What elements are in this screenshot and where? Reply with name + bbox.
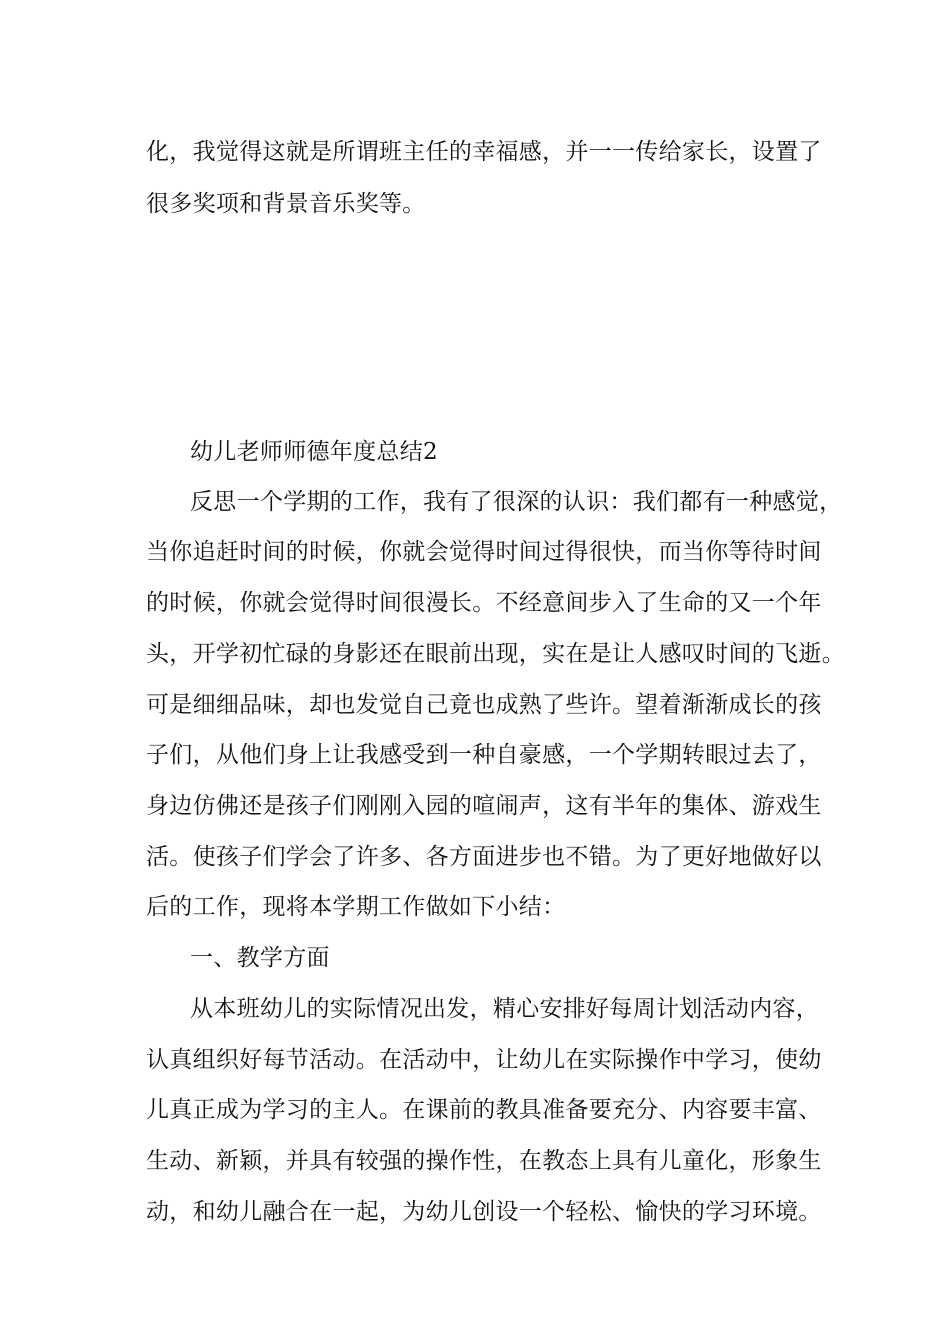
- paragraph-line: 头，开学初忙碌的身影还在眼前出现，实在是让人感叹时间的飞逝。: [146, 641, 845, 667]
- paragraph-line: 动，和幼儿融合在一起，为幼儿创设一个轻松、愉快的学习环境。: [146, 1199, 822, 1225]
- paragraph-line: 儿真正成为学习的主人。在课前的教具准备要充分、内容要丰富、: [146, 1097, 822, 1123]
- paragraph-line: 子们，从他们身上让我感受到一种自豪感，一个学期转眼过去了，: [146, 742, 822, 768]
- paragraph-line: 身边仿佛还是孩子们刚刚入园的喧闹声，这有半年的集体、游戏生: [146, 793, 822, 819]
- paragraph-line: 反思一个学期的工作，我有了很深的认识：我们都有一种感觉，: [190, 489, 843, 515]
- paragraph-line: 后的工作，现将本学期工作做如下小结：: [146, 894, 566, 920]
- paragraph-line: 活。使孩子们学会了许多、各方面进步也不错。为了更好地做好以: [146, 844, 822, 870]
- section-title: 幼儿老师师德年度总结2: [190, 439, 438, 465]
- paragraph-line: 的时候，你就会觉得时间很漫长。不经意间步入了生命的又一个年: [146, 590, 822, 616]
- subheading: 一、教学方面: [190, 945, 330, 971]
- text-line: 化，我觉得这就是所谓班主任的幸福感，并一一传给家长，设置了: [146, 139, 822, 165]
- paragraph-line: 认真组织好每节活动。在活动中，让幼儿在实际操作中学习，使幼: [146, 1047, 822, 1073]
- paragraph-line: 从本班幼儿的实际情况出发，精心安排好每周计划活动内容，: [190, 996, 820, 1022]
- text-line: 很多奖项和背景音乐奖等。: [146, 191, 426, 217]
- paragraph-line: 当你追赶时间的时候，你就会觉得时间过得很快，而当你等待时间: [146, 539, 822, 565]
- paragraph-line: 生动、新颖，并具有较强的操作性，在教态上具有儿童化，形象生: [146, 1148, 822, 1174]
- paragraph-line: 可是细细品味，却也发觉自己竟也成熟了些许。望着渐渐成长的孩: [146, 692, 822, 718]
